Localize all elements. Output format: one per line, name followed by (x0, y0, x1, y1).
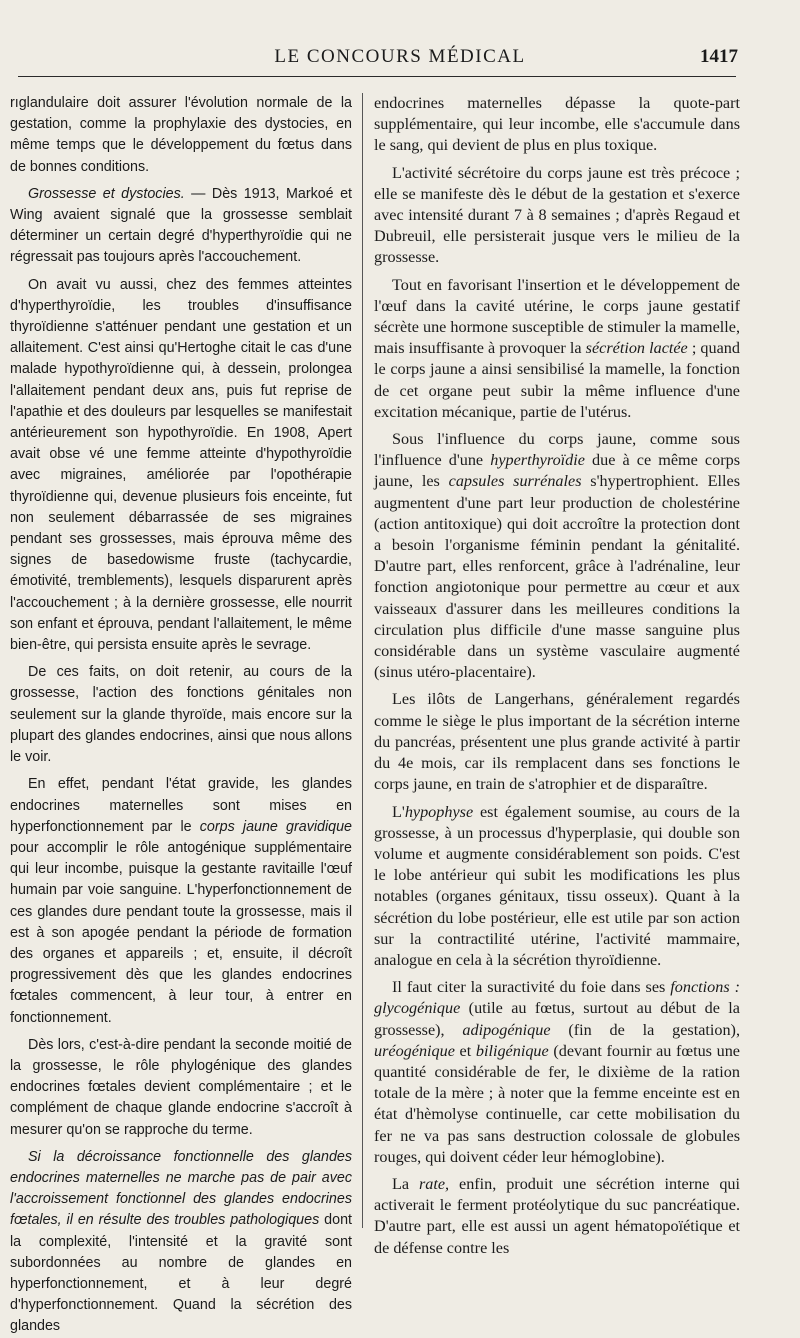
paragraph-text: Il faut citer la suractivité du foie dans ses (392, 978, 671, 997)
emphasis: hyperthyroïdie (490, 451, 585, 470)
paragraph-text: s'hypertrophient. Elles augmentent d'une part leur production de cholestérine (action antitoxique) qui doit accroître la protection dont a besoin l'organisme féminin pendant la génitalité. D'autre part, elles renforcent, grâce à l'adrénaline, leur fonction angiotonique pour permettre au cœur et aux vaisseaux d'assurer dans les meilleures conditions la circulation plus difficile d'une masse sanguine plus considérable dans un système vasculaire augmenté (sinus utéro-placentaire). (374, 472, 740, 682)
paragraph (374, 1174, 740, 1259)
paragraph: endocrines maternelles dépasse la quote-part supplémentaire, qui leur incombe, elle s'accumule dans le sang, qui devient de plus en plus toxique. (374, 94, 740, 155)
header-rule (18, 76, 736, 77)
paragraph-text: (fin de la gestation), (550, 1020, 740, 1039)
paragraph (374, 802, 740, 972)
paragraph-text: dont la complexité, l'intensité et la gravité sont subordonnées au nombre de glandes en hyperfonctionnement, et à leur degré d'hyperfonctionnement. Quand la sécrétion des glandes (10, 1212, 352, 1335)
paragraph (10, 1147, 352, 1338)
paragraph: L'activité sécrétoire du corps jaune est très précoce ; elle se manifeste dès le début de la gestation et s'exerce avec intensité durant 7 à 8 semaines ; d'après Regaud et Dubreuil, elle persisterait jusque vers le milieu de la grossesse. (374, 163, 740, 267)
page-header (0, 44, 800, 72)
column-divider (362, 93, 363, 1228)
paragraph: rıglandulaire doit assurer l'évolution normale de la gestation, comme la prophylaxie des dystocies, en même temps que le développement du fœtus dans de bonnes conditions. (10, 95, 352, 175)
paragraph-text: pour accomplir le rôle antogénique supplémentaire qui leur incombe, puisque la gestante ravitaille l'œuf humain par voie sanguine. L'hyperfonctionnement de ces glandes dure pendant toute la grossesse, mais il est à son apogée pendant la période de formation des organes et appareils ; et, ensuite, il décroît progressivement dès que les glandes endocrines fœtales commencent, à leur tour, à entrer en fonctionnement. (10, 839, 352, 1026)
paragraph: De ces faits, on doit retenir, au cours de la grossesse, l'action des fonctions génitales non seulement sur la glande thyroïde, mais encore sur la plupart des glandes endocrines, ainsi que nous allons le voir. (10, 664, 352, 766)
emphasis: Si la décroissance fonctionnelle des glandes endocrines maternelles ne marche pas de pair avec l'accroissement fonctionnel des glandes endocrines fœtales, il en résulte des troubles pathologiques (10, 1148, 352, 1229)
page-number: 1417 (700, 46, 738, 67)
paragraph-text: — Dès 1913, Markoé et Wing avaient signalé que la grossesse semblait déterminer un certain degré d'hyperthyroïdie qui ne régressait pas toujours après l'accouchement. (10, 185, 352, 266)
paragraph-text: due à ce même corps jaune, les (374, 451, 740, 491)
emphasis: biligénique (475, 1041, 549, 1060)
section-title: Grossesse et dystocies. (28, 185, 185, 202)
emphasis: hypophyse (404, 802, 474, 821)
paragraph-text: La (392, 1174, 419, 1193)
paragraph (10, 774, 352, 1028)
paragraph (374, 275, 740, 423)
paragraph (10, 184, 352, 269)
paragraph-text: Sous l'influence du corps jaune, comme sous l'influence d'une (374, 430, 740, 470)
paragraph-text: et (454, 1041, 476, 1060)
paragraph: Dès lors, c'est-à-dire pendant la seconde moitié de la grossesse, le rôle phylogénique des glandes endocrines fœtales devient complémentaire ; et le complément de chaque glande endocrine s'accroît à mesurer qu'on se rapproche du terme. (10, 1036, 352, 1138)
left-column (10, 93, 352, 1338)
emphasis: capsules surrénales (448, 472, 582, 491)
paragraph-text: enfin, produit une sécrétion interne qui activerait le ferment protéolytique du suc pancréatique. D'autre part, elle est aussi un agent hématopoïétique et de défense contre les (374, 1174, 741, 1257)
paragraph: Les ilôts de Langerhans, généralement regardés comme le siège le plus important de la sécrétion interne du pancréas, présentent une plus grande activité à partir du 4e mois, car ils remplacent dans ses fonctions le corps jaune, en train de s'atrophier et de disparaître. (374, 690, 740, 794)
emphasis: rate, (418, 1174, 450, 1193)
emphasis: fonctions : glycogénique (374, 978, 740, 1018)
paragraph: On avait vu aussi, chez des femmes atteintes d'hyperthyroïdie, les troubles d'insuffisance thyroïdienne s'atténuer pendant une gestation et un allaitement. C'est ainsi qu'Hertoghe citait le cas d'une malade hypothyroïdienne qui, à dessein, prolongea l'allaitement pendant deux ans, puis fut reprise de l'apathie et des douleurs par lesquelles se manifestait antérieurement son hypothyroïdie. En 1908, Apert avait obse vé une femme atteinte d'hypothyroïdie avec migraines, améliorée par l'opothérapie thyroïdienne qui, devenue plusieurs fois enceinte, fut non seulement débarrassée de ses migraines pendant ses grossesses, mais éprouva même des signes de basedowisme fruste (tachycardie, émotivité, tremblements), lesquels disparurent après l'accouchement ; à la dernière grossesse, elle nourrit son enfant et éprouva, pendant l'allaitement, le même bien-être, qui persista ensuite après le sevrage. (10, 276, 352, 654)
paragraph-text: est également soumise, au cours de la grossesse, à un processus d'hyperplasie, qui double son volume et augmente considérablement son poids. C'est le lobe antérieur qui subit les modifications les plus notables (organes génitaux, tissu osseux). Quant à la sécrétion du lobe postérieur, elle est utile par son action sur la contractilité utérine, l'activité mammaire, analogue en cela à la sécrétion thyroïdienne. (374, 802, 740, 969)
paragraph-text: (devant fournir au fœtus une quantité considérable de fer, le dixième de la ration totale de la mère ; à noter que la femme enceinte est en état d'hèmolyse continuelle, car cette mobilisation du fer ne va pas sans destruction colossale de globules rouges, qui doivent céder leur hémoglobine). (374, 1041, 740, 1166)
emphasis: adipogénique (462, 1020, 551, 1039)
paragraph-text: Tout en favorisant l'insertion et le développement de l'œuf dans la cavité utérine, le corps jaune gestatif sécrète une hormone susceptible de stimuler la mamelle, mais insuffisante à provoquer la (374, 275, 740, 358)
journal-title: LE CONCOURS MÉDICAL (274, 46, 526, 67)
paragraph (374, 429, 740, 683)
paragraph-text: (utile au fœtus, surtout au début de la grossesse), (374, 999, 740, 1039)
right-column (374, 93, 740, 1259)
paragraph-text: L' (392, 802, 405, 821)
paragraph-text: ; quand le corps jaune a ainsi sensibilisé la mamelle, la fonction de cet organe peut subir la même influence d'une excitation mécanique, partie de l'utérus. (374, 339, 740, 421)
emphasis: uréogénique (374, 1041, 455, 1060)
paragraph-text: En effet, pendant l'état gravide, les glandes endocrines maternelles sont mises en hyperfonctionnement par le (10, 776, 352, 835)
emphasis: sécrétion lactée (585, 339, 688, 358)
emphasis: corps jaune gravidique (199, 818, 352, 835)
paragraph (374, 977, 740, 1168)
